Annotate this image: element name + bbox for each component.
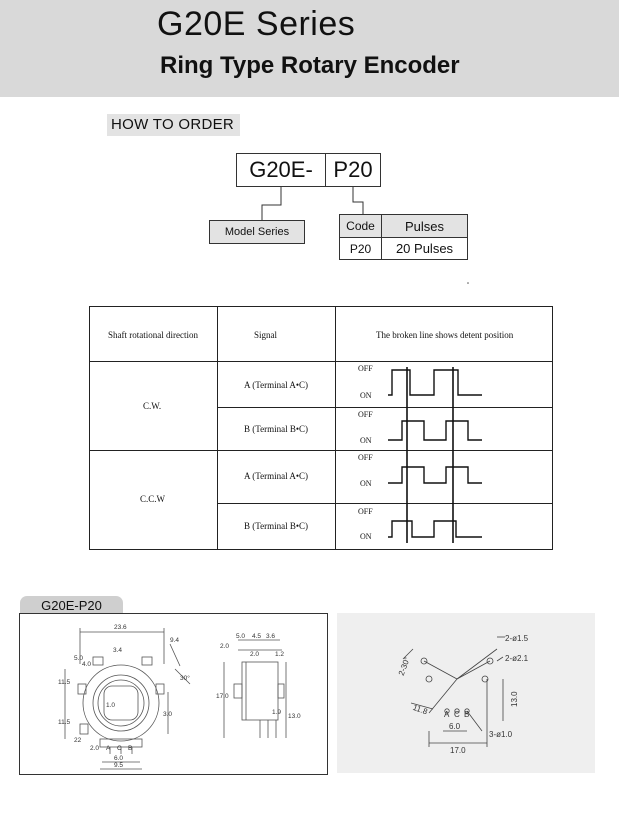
dim-label: 4.5 bbox=[252, 633, 262, 640]
header-signal: Signal bbox=[254, 330, 278, 340]
dim-label: 2.0 bbox=[250, 651, 260, 658]
how-to-order-label: HOW TO ORDER bbox=[107, 114, 240, 136]
dimension-drawing bbox=[20, 614, 327, 774]
dim-label: 1.9 bbox=[272, 709, 282, 716]
off-label: OFF bbox=[358, 364, 373, 373]
model-series-box: Model Series bbox=[209, 220, 305, 244]
dim-label: 22 bbox=[74, 737, 82, 744]
page-subtitle: Ring Type Rotary Encoder bbox=[160, 52, 460, 79]
header-waveform: The broken line shows detent position bbox=[376, 330, 514, 340]
dim-label: 3.6 bbox=[266, 633, 276, 640]
signal-table bbox=[89, 306, 553, 550]
dim-label: B bbox=[128, 745, 133, 752]
pcb-dim-label: 2-30° bbox=[396, 655, 412, 677]
pcb-dim-label: C bbox=[454, 710, 460, 719]
order-connector-lines bbox=[0, 0, 619, 300]
code-table-header-pulses: Pulses bbox=[381, 214, 468, 238]
dim-label: 17.0 bbox=[216, 693, 229, 700]
dim-label: 2.0 bbox=[90, 745, 100, 752]
on-label: ON bbox=[360, 479, 372, 488]
order-code-option: P20 bbox=[325, 153, 381, 187]
waveform-ccw-b bbox=[388, 521, 482, 537]
pcb-dim-label: A bbox=[444, 710, 450, 719]
pcb-layout-panel bbox=[337, 613, 595, 773]
dim-label: 4.0 bbox=[82, 661, 92, 668]
dim-label: 6.0 bbox=[114, 755, 124, 762]
signal-cw-b: B (Terminal B•C) bbox=[244, 424, 309, 434]
signal-ccw-b: B (Terminal B•C) bbox=[244, 521, 309, 531]
code-table-cell-code: P20 bbox=[339, 237, 382, 260]
code-table-cell-pulses: 20 Pulses bbox=[381, 237, 468, 260]
pcb-dim-label: 13.0 bbox=[510, 691, 519, 707]
direction-cw: C.W. bbox=[143, 401, 162, 411]
page-title: G20E Series bbox=[157, 5, 356, 43]
waveform-diagram bbox=[90, 307, 554, 551]
dim-label: 5.0 bbox=[236, 633, 246, 640]
on-label: ON bbox=[360, 532, 372, 541]
code-table-header-code: Code bbox=[339, 214, 382, 238]
direction-ccw: C.C.W bbox=[140, 494, 166, 504]
dim-label: 2.0 bbox=[220, 643, 230, 650]
pcb-dim-label: B bbox=[464, 710, 470, 719]
off-label: OFF bbox=[358, 410, 373, 419]
pcb-dim-label: 3-ø1.0 bbox=[489, 730, 513, 739]
pcb-dim-label: 17.0 bbox=[450, 746, 466, 755]
signal-ccw-a: A (Terminal A•C) bbox=[244, 471, 309, 481]
dim-label: 11.5 bbox=[58, 679, 71, 686]
dim-label: 9.4 bbox=[170, 637, 180, 644]
pcb-dim-label: 2-ø2.1 bbox=[505, 654, 529, 663]
on-label: ON bbox=[360, 391, 372, 400]
order-code-prefix: G20E- bbox=[236, 153, 326, 187]
model-tab: G20E-P20 bbox=[20, 596, 123, 614]
pcb-dim-label: 11.8 bbox=[411, 702, 429, 717]
waveform-cw-a bbox=[388, 370, 482, 395]
waveform-cw-b bbox=[388, 421, 482, 440]
header-direction: Shaft rotational direction bbox=[108, 330, 198, 340]
pcb-dim-label: 6.0 bbox=[449, 722, 461, 731]
dim-label: 30° bbox=[180, 675, 190, 682]
dim-label: 3.0 bbox=[163, 711, 173, 718]
dim-label: 11.5 bbox=[58, 719, 71, 726]
dim-label: 13.0 bbox=[288, 713, 301, 720]
dim-label: C bbox=[117, 745, 122, 752]
dimension-drawing-panel bbox=[19, 613, 328, 775]
dim-label: 1.2 bbox=[275, 651, 285, 658]
waveform-ccw-a bbox=[388, 467, 482, 483]
dim-label: 5.0 bbox=[74, 655, 84, 662]
dim-label: 9.5 bbox=[114, 762, 124, 769]
off-label: OFF bbox=[358, 507, 373, 516]
signal-cw-a: A (Terminal A•C) bbox=[244, 380, 309, 390]
off-label: OFF bbox=[358, 453, 373, 462]
dim-label: A bbox=[106, 745, 111, 752]
pcb-layout-drawing bbox=[337, 613, 595, 773]
dim-label: 23.6 bbox=[114, 624, 127, 631]
dim-label: 1.0 bbox=[106, 702, 116, 709]
pcb-dim-label: 2-ø1.5 bbox=[505, 634, 529, 643]
on-label: ON bbox=[360, 436, 372, 445]
dim-label: 3.4 bbox=[113, 647, 123, 654]
